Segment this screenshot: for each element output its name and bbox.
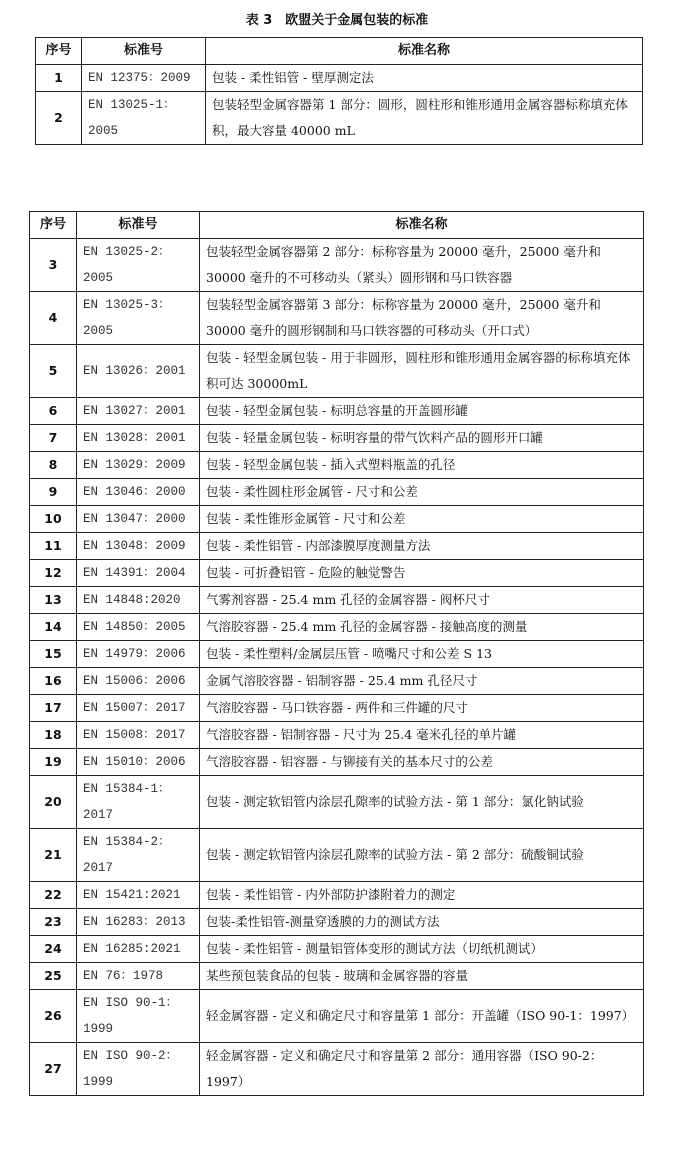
row-number: 7: [30, 425, 77, 452]
row-number: 25: [30, 963, 77, 990]
row-number: 24: [30, 936, 77, 963]
row-number: 2: [36, 92, 82, 145]
standard-name: 气溶胶容器 - 25.4 mm 孔径的金属容器 - 接触高度的测量: [200, 614, 644, 641]
standard-name: 包装 - 柔性铝管 - 壁厚测定法: [206, 65, 643, 92]
table-row: [30, 695, 644, 722]
standard-code: EN 16283：2013: [77, 909, 200, 936]
standard-code: EN 13026：2001: [77, 345, 200, 398]
row-number: 18: [30, 722, 77, 749]
row-number: 17: [30, 695, 77, 722]
standard-code: EN 13025-2：2005: [77, 239, 200, 292]
standard-name: 包装 - 轻型金属包装 - 标明总容量的开盖圆形罐: [200, 398, 644, 425]
header-no: 序号: [30, 212, 77, 239]
standard-name: 包装 - 可折叠铝管 - 危险的触觉警告: [200, 560, 644, 587]
row-number: 9: [30, 479, 77, 506]
table-row: [30, 668, 644, 695]
standard-code: EN 15010：2006: [77, 749, 200, 776]
table-row: [30, 749, 644, 776]
row-number: 26: [30, 990, 77, 1043]
table-row: [30, 479, 644, 506]
row-number: 12: [30, 560, 77, 587]
row-number: 8: [30, 452, 77, 479]
header-code: 标准号: [77, 212, 200, 239]
header-no: 序号: [36, 38, 82, 65]
row-number: 14: [30, 614, 77, 641]
standard-name: 包装 - 轻型金属包装 - 用于非圆形，圆柱形和锥形通用金属容器的标称填充体积可达 30000mL: [200, 345, 644, 398]
table-row: [36, 65, 643, 92]
table-row: [30, 909, 644, 936]
standard-code: EN 13025-3：2005: [77, 292, 200, 345]
table-row: [30, 560, 644, 587]
row-number: 10: [30, 506, 77, 533]
standard-code: EN 15421:2021: [77, 882, 200, 909]
table-caption: 表 3 欧盟关于金属包装的标准: [245, 13, 429, 28]
standard-name: 包装轻型金属容器第 3 部分：标称容量为 20000 毫升，25000 毫升和 30000 毫升的圆形钢制和马口铁容器的可移动头（开口式）: [200, 292, 644, 345]
row-number: 22: [30, 882, 77, 909]
standard-name: 某些预包装食品的包装 - 玻璃和金属容器的容量: [200, 963, 644, 990]
standard-code: EN 15384-1：2017: [77, 776, 200, 829]
standard-code: EN 13029：2009: [77, 452, 200, 479]
standard-name: 包装 - 轻量金属包装 - 标明容量的带气饮料产品的圆形开口罐: [200, 425, 644, 452]
standard-name: 包装 - 柔性铝管 - 测量铝管体变形的测试方法（切纸机测试）: [200, 936, 644, 963]
table-row: [30, 829, 644, 882]
standard-code: EN 14848:2020: [77, 587, 200, 614]
standard-name: 包装 - 柔性圆柱形金属管 - 尺寸和公差: [200, 479, 644, 506]
standard-code: EN 12375：2009: [82, 65, 206, 92]
standards-table-2: [29, 211, 644, 1096]
table-row: [30, 452, 644, 479]
standard-name: 气雾剂容器 - 25.4 mm 孔径的金属容器 - 阀杯尺寸: [200, 587, 644, 614]
table-row: [30, 882, 644, 909]
standard-name: 包装 - 柔性锥形金属管 - 尺寸和公差: [200, 506, 644, 533]
table-row: [30, 936, 644, 963]
table-row: [30, 722, 644, 749]
table-row: [30, 776, 644, 829]
standard-code: EN 16285:2021: [77, 936, 200, 963]
row-number: 11: [30, 533, 77, 560]
standard-name: 气溶胶容器 - 马口铁容器 - 两件和三件罐的尺寸: [200, 695, 644, 722]
table-1-body: [36, 65, 643, 145]
row-number: 4: [30, 292, 77, 345]
table-row: [30, 963, 644, 990]
standard-code: EN 76：1978: [77, 963, 200, 990]
standard-name: 金属气溶胶容器 - 铝制容器 - 25.4 mm 孔径尺寸: [200, 668, 644, 695]
row-number: 1: [36, 65, 82, 92]
standard-code: EN 13028：2001: [77, 425, 200, 452]
standard-code: EN 13025-1：2005: [82, 92, 206, 145]
table-row: [30, 990, 644, 1043]
row-number: 15: [30, 641, 77, 668]
row-number: 5: [30, 345, 77, 398]
row-number: 23: [30, 909, 77, 936]
standard-name: 包装轻型金属容器第 1 部分：圆形，圆柱形和锥形通用金属容器标称填充体积，最大容量 40000 mL: [206, 92, 643, 145]
standards-table-1: [35, 37, 643, 145]
standard-name: 包装 - 柔性塑料/金属层压管 - 喷嘴尺寸和公差 S 13: [200, 641, 644, 668]
table-row: [30, 587, 644, 614]
row-number: 6: [30, 398, 77, 425]
standard-name: 包装 - 测定软铝管内涂层孔隙率的试验方法 - 第 1 部分：氯化钠试验: [200, 776, 644, 829]
standard-code: EN 13027：2001: [77, 398, 200, 425]
standard-code: EN 15008：2017: [77, 722, 200, 749]
standard-code: EN 15384-2：2017: [77, 829, 200, 882]
standard-name: 包装 - 柔性铝管 - 内部漆膜厚度测量方法: [200, 533, 644, 560]
standard-code: EN 15007：2017: [77, 695, 200, 722]
table-row: [30, 345, 644, 398]
header-name: 标准名称: [200, 212, 644, 239]
table-row: [30, 641, 644, 668]
header-code: 标准号: [82, 38, 206, 65]
table-row: [30, 425, 644, 452]
standard-code: EN 14850：2005: [77, 614, 200, 641]
row-number: 13: [30, 587, 77, 614]
standard-name: 包装轻型金属容器第 2 部分：标称容量为 20000 毫升，25000 毫升和 30000 毫升的不可移动头（紧头）圆形钢和马口铁容器: [200, 239, 644, 292]
row-number: 20: [30, 776, 77, 829]
row-number: 19: [30, 749, 77, 776]
table-row: [30, 292, 644, 345]
standard-name: 包装 - 轻型金属包装 - 插入式塑料瓶盖的孔径: [200, 452, 644, 479]
table-2-body: [30, 239, 644, 1096]
standard-code: EN 14391：2004: [77, 560, 200, 587]
standard-name: 轻金属容器 - 定义和确定尺寸和容量第 2 部分：通用容器（ISO 90-2：1997）: [200, 1043, 644, 1096]
standard-code: EN 13046：2000: [77, 479, 200, 506]
row-number: 27: [30, 1043, 77, 1096]
standard-name: 包装 - 柔性铝管 - 内外部防护漆附着力的测定: [200, 882, 644, 909]
standard-code: EN 14979：2006: [77, 641, 200, 668]
standard-name: 气溶胶容器 - 铝制容器 - 尺寸为 25.4 毫米孔径的单片罐: [200, 722, 644, 749]
standard-code: EN 13048：2009: [77, 533, 200, 560]
standard-name: 包装 - 测定软铝管内涂层孔隙率的试验方法 - 第 2 部分：硫酸铜试验: [200, 829, 644, 882]
row-number: 3: [30, 239, 77, 292]
table-row: [30, 1043, 644, 1096]
table-row: [36, 92, 643, 145]
header-name: 标准名称: [206, 38, 643, 65]
row-number: 16: [30, 668, 77, 695]
table-row: [30, 533, 644, 560]
table-row: [30, 239, 644, 292]
standard-code: EN 15006：2006: [77, 668, 200, 695]
row-number: 21: [30, 829, 77, 882]
standard-code: EN ISO 90-1：1999: [77, 990, 200, 1043]
table-row: [30, 506, 644, 533]
standard-code: EN ISO 90-2：1999: [77, 1043, 200, 1096]
standard-code: EN 13047：2000: [77, 506, 200, 533]
table-row: [30, 398, 644, 425]
standard-name: 轻金属容器 - 定义和确定尺寸和容量第 1 部分：开盖罐（ISO 90-1：1997）: [200, 990, 644, 1043]
standard-name: 气溶胶容器 - 铝容器 - 与铆接有关的基本尺寸的公差: [200, 749, 644, 776]
standard-name: 包装-柔性铝管-测量穿透膜的力的测试方法: [200, 909, 644, 936]
table-row: [30, 614, 644, 641]
